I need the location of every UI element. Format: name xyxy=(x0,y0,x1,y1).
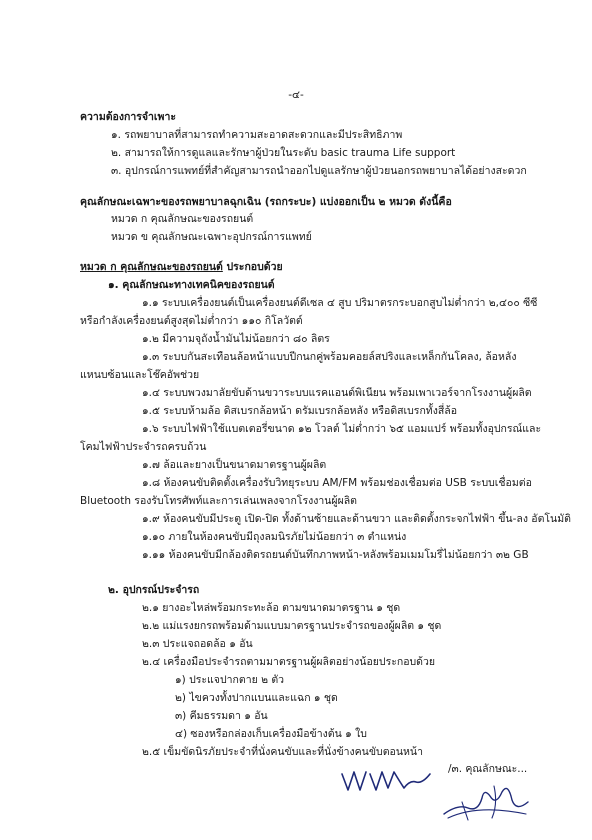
tool-item: ๔) ซองหรือกล่องเก็บเครื่องมือข้างต้น ๑ ใบ xyxy=(175,728,367,740)
requirement-item: ๒. สามารถให้การดูแลและรักษาผู้ป่วยในระดับ basic trauma Life support xyxy=(111,147,456,159)
spec-line: ๑.๖ ระบบไฟฟ้าใช้แบตเตอรี่ขนาด ๑๒ โวลต์ ไม่ต่ำกว่า ๖๕ แอมแปร์ พร้อมทั้งอุปกรณ์และ xyxy=(142,423,542,435)
spec-line: ๑.๑๐ ภายในห้องคนขับมีถุงลมนิรภัยไม่น้อยกว่า ๓ ตำแหน่ง xyxy=(142,531,407,543)
equipment-line: ๒.๓ ประแจถอดล้อ ๑ อัน xyxy=(142,638,253,650)
tool-item: ๑) ประแจปากตาย ๒ ตัว xyxy=(175,674,285,686)
section1-title: ๑. คุณลักษณะทางเทคนิคของรถยนต์ xyxy=(108,279,275,291)
spec-line: หรือกำลังเครื่องยนต์สูงสุดไม่ต่ำกว่า ๑๑๐ กิโลวัตต์ xyxy=(80,315,303,327)
spec-line: ๑.๔ ระบบพวงมาลัยขับด้านขวาระบบแรคแอนด์พิเนียน พร้อมเพาเวอร์จากโรงงานผู้ผลิต xyxy=(142,387,532,399)
spec-line: ๑.๕ ระบบห้ามล้อ ดิสเบรกล้อหน้า ดรัมเบรกล้อหลัง หรือดิสเบรกทั้งสี่ล้อ xyxy=(142,405,457,417)
equipment-line: ๒.๒ แม่แรงยกรถพร้อมด้ามแบบมาตรฐานประจำรถของผู้ผลิต ๑ ชุด xyxy=(142,620,442,632)
spec-line: ๑.๑ ระบบเครื่องยนต์เป็นเครื่องยนต์ดีเซล ๔ สูบ ปริมาตรกระบอกสูบไม่ต่ำกว่า ๒,๔๐๐ ซีซี xyxy=(142,297,538,309)
spec-intro-heading: คุณลักษณะเฉพาะของรถพยาบาลฉุกเฉิน (รถกระบะ) แบ่งออกเป็น ๒ หมวด ดังนี้คือ xyxy=(80,196,452,208)
spec-line: โคมไฟฟ้าประจำรถครบถ้วน xyxy=(80,441,207,453)
section2-title: ๒. อุปกรณ์ประจำรถ xyxy=(108,584,200,596)
category-item: หมวด ก คุณลักษณะของรถยนต์ xyxy=(111,213,254,225)
equipment-line: ๒.๔ เครื่องมือประจำรถตามมาตรฐานผู้ผลิตอย่างน้อยประกอบด้วย xyxy=(142,656,436,668)
category-a-heading xyxy=(80,261,283,274)
spec-line: ๑.๙ ห้องคนขับมีประตู เปิด-ปิด ทั้งด้านซ้ายและด้านขวา และติดตั้งกระจกไฟฟ้า ขึ้น-ลง อัตโนมัติ xyxy=(142,513,571,525)
spec-line: ๑.๓ ระบบกันสะเทือนล้อหน้าแบบปีกนกคู่พร้อมคอยล์สปริงและเหล็กกันโคลง, ล้อหลัง xyxy=(142,351,517,363)
category-item: หมวด ข คุณลักษณะเฉพาะอุปกรณ์การแพทย์ xyxy=(111,231,312,243)
signature-left xyxy=(338,760,438,800)
spec-line: ๑.๒ มีความจุถังน้ำมันไม่น้อยกว่า ๘๐ ลิตร xyxy=(142,333,330,345)
spec-line: ๑.๑๑ ห้องคนขับมีกล้องติดรถยนต์บันทึกภาพหน้า-หลังพร้อมเมมโมรี่ไม่น้อยกว่า ๓๒ GB xyxy=(142,549,529,561)
equipment-line: ๒.๕ เข็มขัดนิรภัยประจำที่นั่งคนขับและที่นั่งข้างคนขับตอนหน้า xyxy=(142,746,423,758)
tool-item: ๒) ไขควงทั้งปากแบนและแฉก ๑ ชุด xyxy=(175,692,338,704)
spec-line: ๑.๘ ห้องคนขับติดตั้งเครื่องรับวิทยุระบบ AM/FM พร้อมช่องเชื่อมต่อ USB ระบบเชื่อมต่อ xyxy=(142,477,532,489)
category-a-heading-underlined: หมวด ก คุณลักษณะของรถยนต์ xyxy=(80,261,223,273)
tool-item: ๓) คีมธรรมดา ๑ อัน xyxy=(175,710,268,722)
requirement-item: ๓. อุปกรณ์การแพทย์ที่สำคัญสามารถนำออกไปดูแลรักษาผู้ป่วยนอกรถพยาบาลได้อย่างสะดวก xyxy=(111,165,527,177)
requirements-heading: ความต้องการจำเพาะ xyxy=(80,111,176,123)
spec-line: แหนบซ้อนและโช๊คอัพช่วย xyxy=(80,369,200,381)
signature-right xyxy=(438,774,538,824)
spec-line: ๑.๗ ล้อและยางเป็นขนาดมาตรฐานผู้ผลิต xyxy=(142,459,327,471)
category-a-heading-rest: ประกอบด้วย xyxy=(222,261,283,273)
equipment-line: ๒.๑ ยางอะไหล่พร้อมกระทะล้อ ตามขนาดมาตรฐาน ๑ ชุด xyxy=(142,602,401,614)
requirement-item: ๑. รถพยาบาลที่สามารถทำความสะอาดสะดวกและมีประสิทธิภาพ xyxy=(111,129,403,141)
page-number: -๔- xyxy=(288,89,304,101)
spec-line: Bluetooth รองรับโทรศัพท์และการเล่นเพลงจากโรงงานผู้ผลิต xyxy=(80,495,357,507)
continuation-text: /๓. คุณลักษณะ... xyxy=(448,763,528,775)
